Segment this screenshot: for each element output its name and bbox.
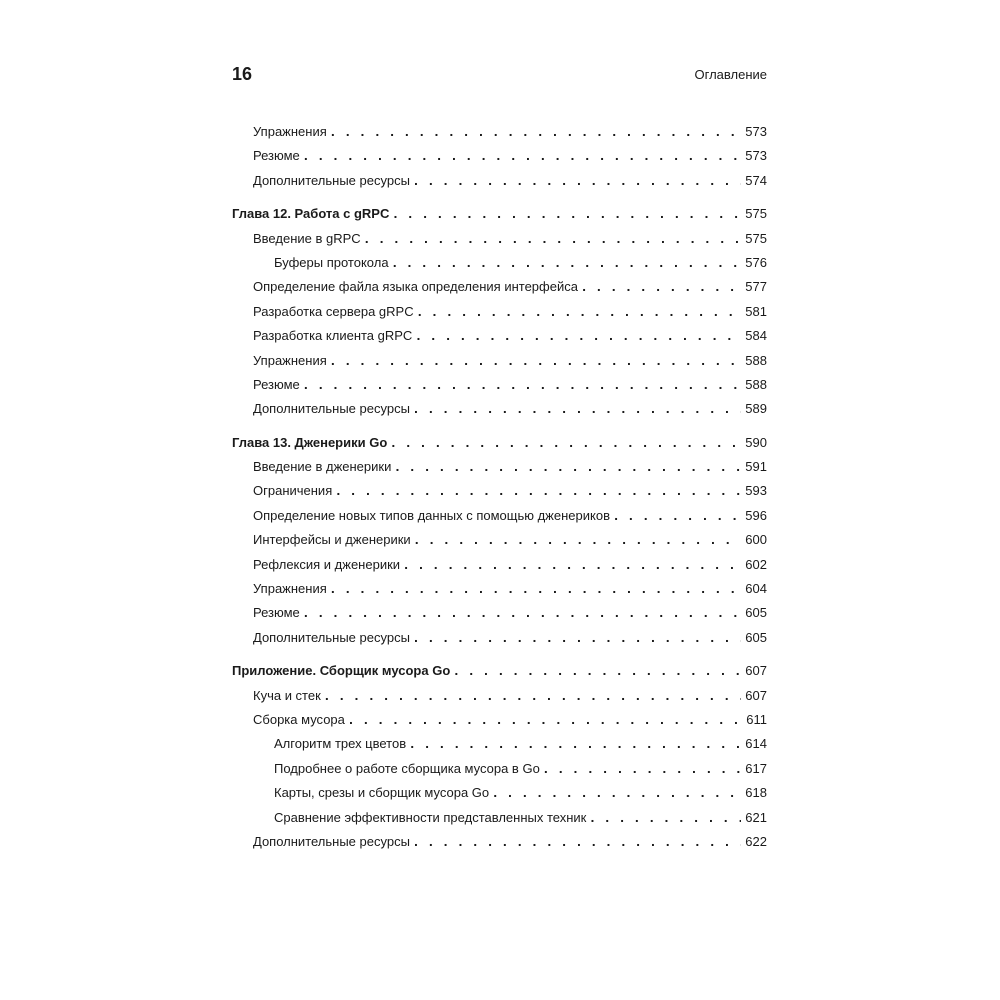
- toc-entry-title: Разработка сервера gRPC: [253, 303, 414, 319]
- toc-entry-page-number: 607: [745, 687, 767, 703]
- toc-entry-page-number: 618: [745, 785, 767, 801]
- toc-entry-title: Интерфейсы и дженерики: [253, 532, 411, 548]
- toc-entry-title: Определение файла языка определения интерфейса: [253, 279, 578, 295]
- toc-entry-page-number: 617: [745, 760, 767, 776]
- toc-section-entry: [232, 504, 767, 528]
- toc-section-entry: [232, 553, 767, 577]
- toc-section: [232, 659, 767, 854]
- toc-section-entry: [232, 455, 767, 479]
- toc-entry-page-number: 605: [745, 629, 767, 645]
- toc-entry-title: Куча и стек: [253, 687, 321, 703]
- dot-leader: [614, 505, 741, 529]
- page-number: 16: [232, 64, 253, 84]
- toc-entry-title: Приложение. Сборщик мусора Go: [232, 663, 451, 679]
- toc-entry-title: Резюме: [253, 605, 300, 621]
- toc-entry-title: Сборка мусора: [253, 711, 345, 727]
- toc-entry-page-number: 604: [745, 581, 767, 597]
- toc-entry-title: Алгоритм трех цветов: [274, 736, 407, 752]
- dot-leader: [325, 685, 742, 709]
- dot-leader: [414, 627, 741, 651]
- toc-entry-title: Дополнительные ресурсы: [253, 833, 410, 849]
- toc-entry-page-number: 576: [745, 254, 767, 270]
- running-head: Оглавление: [694, 67, 767, 82]
- toc-section-entry: [232, 144, 767, 168]
- dot-leader: [304, 602, 742, 626]
- dot-leader: [544, 758, 742, 782]
- dot-leader: [414, 170, 741, 194]
- toc-entry-page-number: 593: [745, 483, 767, 499]
- toc-section: [232, 431, 767, 651]
- toc-chapter-entry: [232, 202, 767, 226]
- toc-section-entry: [232, 601, 767, 625]
- toc-section-entry: [232, 300, 767, 324]
- dot-leader: [414, 398, 741, 422]
- toc-entry-page-number: 614: [745, 736, 767, 752]
- toc-section-entry: [232, 528, 767, 552]
- toc-entry-page-number: 591: [745, 459, 767, 475]
- dot-leader: [415, 529, 742, 553]
- dot-leader: [493, 782, 741, 806]
- dot-leader: [418, 301, 742, 325]
- toc-entry-page-number: 590: [745, 434, 767, 450]
- toc-entry-title: Упражнения: [253, 124, 327, 139]
- toc-entry-page-number: 588: [745, 376, 767, 392]
- toc-subsection-entry: [232, 806, 767, 830]
- dot-leader: [304, 374, 742, 398]
- toc-entry-page-number: 621: [745, 809, 767, 825]
- toc-subsection-entry: [232, 732, 767, 756]
- toc-section-entry: [232, 373, 767, 397]
- toc-section: [232, 202, 767, 422]
- toc-subsection-entry: [232, 781, 767, 805]
- dot-leader: [393, 252, 742, 276]
- dot-leader: [582, 276, 741, 300]
- toc-entry-title: Сравнение эффективности представленных техник: [274, 809, 587, 825]
- dot-leader: [590, 807, 741, 831]
- dot-leader: [304, 145, 742, 169]
- toc-entry-title: Карты, срезы и сборщик мусора Go: [274, 785, 490, 801]
- dot-leader: [331, 121, 742, 145]
- toc-entry-title: Определение новых типов данных с помощью дженериков: [253, 507, 610, 523]
- toc-entry-title: Резюме: [253, 376, 300, 392]
- toc-entry-page-number: 573: [745, 124, 767, 139]
- toc-section-entry: [232, 830, 767, 854]
- toc-entry-page-number: 581: [745, 303, 767, 319]
- toc-entry-page-number: 573: [745, 148, 767, 164]
- toc-entry-title: Введение в дженерики: [253, 459, 392, 475]
- toc-section-entry: [232, 324, 767, 348]
- toc-entry-page-number: 584: [745, 328, 767, 344]
- toc-entry-page-number: 611: [746, 711, 767, 727]
- toc-entry-title: Упражнения: [253, 352, 327, 368]
- toc-entry-title: Глава 12. Работа с gRPC: [232, 206, 390, 222]
- dot-leader: [393, 203, 741, 227]
- toc-entry-title: Разработка клиента gRPC: [253, 328, 413, 344]
- dot-leader: [414, 831, 741, 855]
- toc-entry-title: Глава 13. Дженерики Go: [232, 434, 388, 450]
- toc-entry-title: Упражнения: [253, 581, 327, 597]
- toc-entry-page-number: 588: [745, 352, 767, 368]
- dot-leader: [395, 456, 741, 480]
- toc-section-entry: [232, 349, 767, 373]
- toc-entry-title: Ограничения: [253, 483, 333, 499]
- toc-subsection-entry: [232, 251, 767, 275]
- toc-entry-page-number: 622: [745, 833, 767, 849]
- toc-subsection-entry: [232, 757, 767, 781]
- toc-entry-page-number: 602: [745, 556, 767, 572]
- toc-entry-page-number: 575: [745, 230, 767, 246]
- toc-section-entry: [232, 479, 767, 503]
- toc-section-entry: [232, 626, 767, 650]
- toc-section-entry: [232, 227, 767, 251]
- toc-entry-page-number: 577: [745, 279, 767, 295]
- toc-entry-page-number: 605: [745, 605, 767, 621]
- toc-entry-page-number: 575: [745, 206, 767, 222]
- toc-entry-page-number: 589: [745, 401, 767, 417]
- toc-entry-title: Буферы протокола: [274, 254, 389, 270]
- dot-leader: [416, 325, 741, 349]
- dot-leader: [404, 554, 741, 578]
- toc-entry-page-number: 574: [745, 172, 767, 188]
- toc-section-entry: [232, 120, 767, 144]
- dot-leader: [336, 480, 741, 504]
- toc-chapter-entry: [232, 431, 767, 455]
- toc-section-entry: [232, 397, 767, 421]
- toc-entry-page-number: 600: [745, 532, 767, 548]
- toc-section-entry: [232, 275, 767, 299]
- toc-entry-title: Подробнее о работе сборщика мусора в Go: [274, 760, 540, 776]
- toc-entry-title: Дополнительные ресурсы: [253, 401, 410, 417]
- toc-section-entry: [232, 684, 767, 708]
- toc-entry-page-number: 596: [745, 507, 767, 523]
- toc-entry-title: Введение в gRPC: [253, 230, 361, 246]
- toc-entry-page-number: 607: [745, 663, 767, 679]
- dot-leader: [349, 709, 742, 733]
- dot-leader: [454, 660, 741, 684]
- dot-leader: [391, 432, 741, 456]
- dot-leader: [365, 228, 742, 252]
- toc-section-entry: [232, 708, 767, 732]
- toc-entry-title: Резюме: [253, 148, 300, 164]
- toc-section: [232, 120, 767, 193]
- dot-leader: [331, 350, 742, 374]
- toc-entry-title: Дополнительные ресурсы: [253, 629, 410, 645]
- toc-chapter-entry: [232, 659, 767, 683]
- toc-entry-title: Дополнительные ресурсы: [253, 172, 410, 188]
- dot-leader: [331, 578, 742, 602]
- toc-section-entry: [232, 577, 767, 601]
- toc-section-entry: [232, 169, 767, 193]
- toc-entry-title: Рефлексия и дженерики: [253, 556, 401, 572]
- dot-leader: [410, 733, 741, 757]
- table-of-contents: [232, 120, 767, 863]
